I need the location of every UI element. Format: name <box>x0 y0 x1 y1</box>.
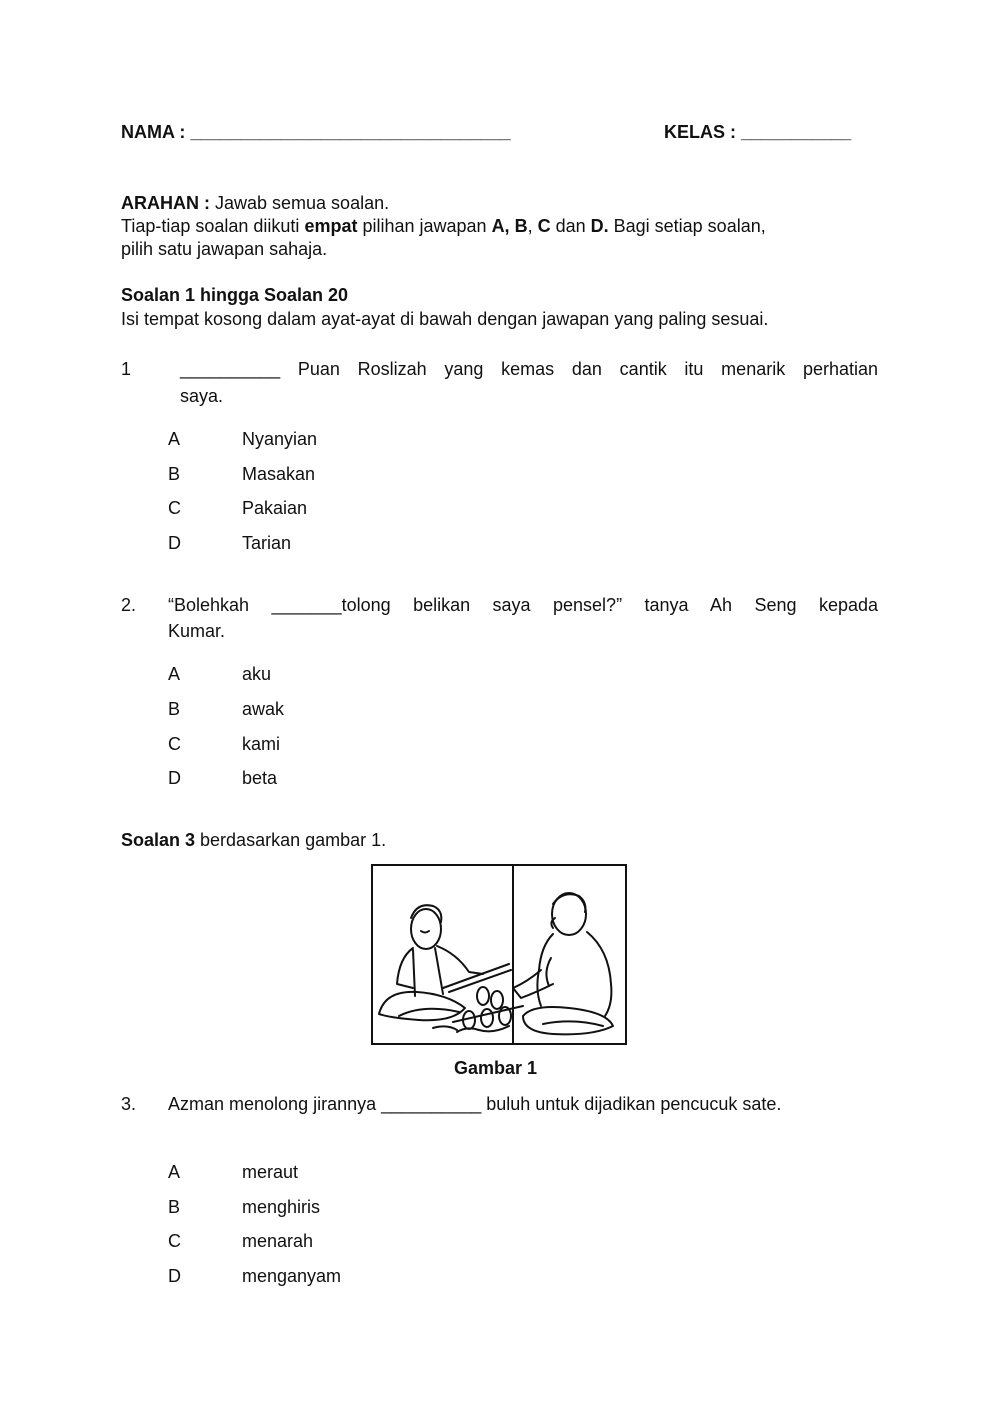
instruction-line-2 <box>121 216 766 237</box>
q2-option-a-letter[interactable]: A <box>168 664 181 684</box>
kelas-field[interactable]: KELAS : ___________ <box>664 122 852 142</box>
instruction-line-3: pilih satu jawapan sahaja. <box>121 239 328 259</box>
q3-option-d-text[interactable]: menganyam <box>242 1266 342 1286</box>
instruction-bold: C <box>537 216 551 236</box>
q1-option-d-letter[interactable]: D <box>168 533 181 553</box>
question-1-line-1: __________ Puan Roslizah yang kemas dan cantik itu menarik perhatian <box>180 359 878 379</box>
two-boys-sitting-with-bamboo-illustration <box>373 866 625 1043</box>
question-3-text: Azman menolong jirannya __________ buluh untuk dijadikan pencucuk sate. <box>168 1094 782 1114</box>
q3-option-b-text[interactable]: menghiris <box>242 1197 321 1217</box>
arahan-label: ARAHAN : <box>121 193 210 213</box>
arahan-line <box>121 193 389 214</box>
q2-option-b-text[interactable]: awak <box>242 699 285 719</box>
nama-field[interactable]: NAMA : ________________________________ <box>121 122 511 142</box>
section-subtitle: Isi tempat kosong dalam ayat-ayat di bawah dengan jawapan yang paling sesuai. <box>121 309 769 329</box>
q1-option-c-text[interactable]: Pakaian <box>242 498 308 518</box>
q3-option-b-letter[interactable]: B <box>168 1197 181 1217</box>
instruction-text: pilihan jawapan <box>357 216 492 236</box>
q2-option-c-letter[interactable]: C <box>168 734 181 754</box>
question-2-number: 2. <box>121 595 137 615</box>
q2-option-d-letter[interactable]: D <box>168 768 181 788</box>
section-title: Soalan 1 hingga Soalan 20 <box>121 285 349 305</box>
section-3-heading <box>121 830 386 851</box>
instruction-bold: A, B <box>491 216 528 236</box>
instruction-text: , <box>527 216 538 236</box>
section-3-bold: Soalan 3 <box>121 830 196 850</box>
q1-option-b-text[interactable]: Masakan <box>242 464 316 484</box>
question-1-number: 1 <box>121 359 132 379</box>
arahan-text: Jawab semua soalan. <box>210 193 390 213</box>
figure-gambar-1 <box>371 864 627 1045</box>
q3-option-a-letter[interactable]: A <box>168 1162 181 1182</box>
q3-option-a-text[interactable]: meraut <box>242 1162 299 1182</box>
q1-option-c-letter[interactable]: C <box>168 498 181 518</box>
q1-option-a-letter[interactable]: A <box>168 429 181 449</box>
instruction-text: dan <box>550 216 591 236</box>
question-3-number: 3. <box>121 1094 137 1114</box>
question-1-line-2: saya. <box>180 386 224 406</box>
q2-option-b-letter[interactable]: B <box>168 699 181 719</box>
q2-option-c-text[interactable]: kami <box>242 734 281 754</box>
instruction-text: Tiap-tiap soalan diikuti <box>121 216 305 236</box>
instruction-bold: D. <box>590 216 609 236</box>
q1-option-b-letter[interactable]: B <box>168 464 181 484</box>
instruction-text: Bagi setiap soalan, <box>608 216 766 236</box>
q1-option-d-text[interactable]: Tarian <box>242 533 292 553</box>
instruction-bold: empat <box>304 216 358 236</box>
figure-caption: Gambar 1 <box>454 1058 538 1078</box>
figure-divider <box>512 866 514 1043</box>
q3-option-d-letter[interactable]: D <box>168 1266 181 1286</box>
q1-option-a-text[interactable]: Nyanyian <box>242 429 318 449</box>
section-3-text: berdasarkan gambar 1. <box>195 830 387 850</box>
q2-option-d-text[interactable]: beta <box>242 768 278 788</box>
q3-option-c-letter[interactable]: C <box>168 1231 181 1251</box>
q3-option-c-text[interactable]: menarah <box>242 1231 314 1251</box>
question-2-line-1: “Bolehkah _______tolong belikan saya pensel?” tanya Ah Seng kepada <box>168 595 878 615</box>
question-2-line-2: Kumar. <box>168 621 226 641</box>
q2-option-a-text[interactable]: aku <box>242 664 272 684</box>
